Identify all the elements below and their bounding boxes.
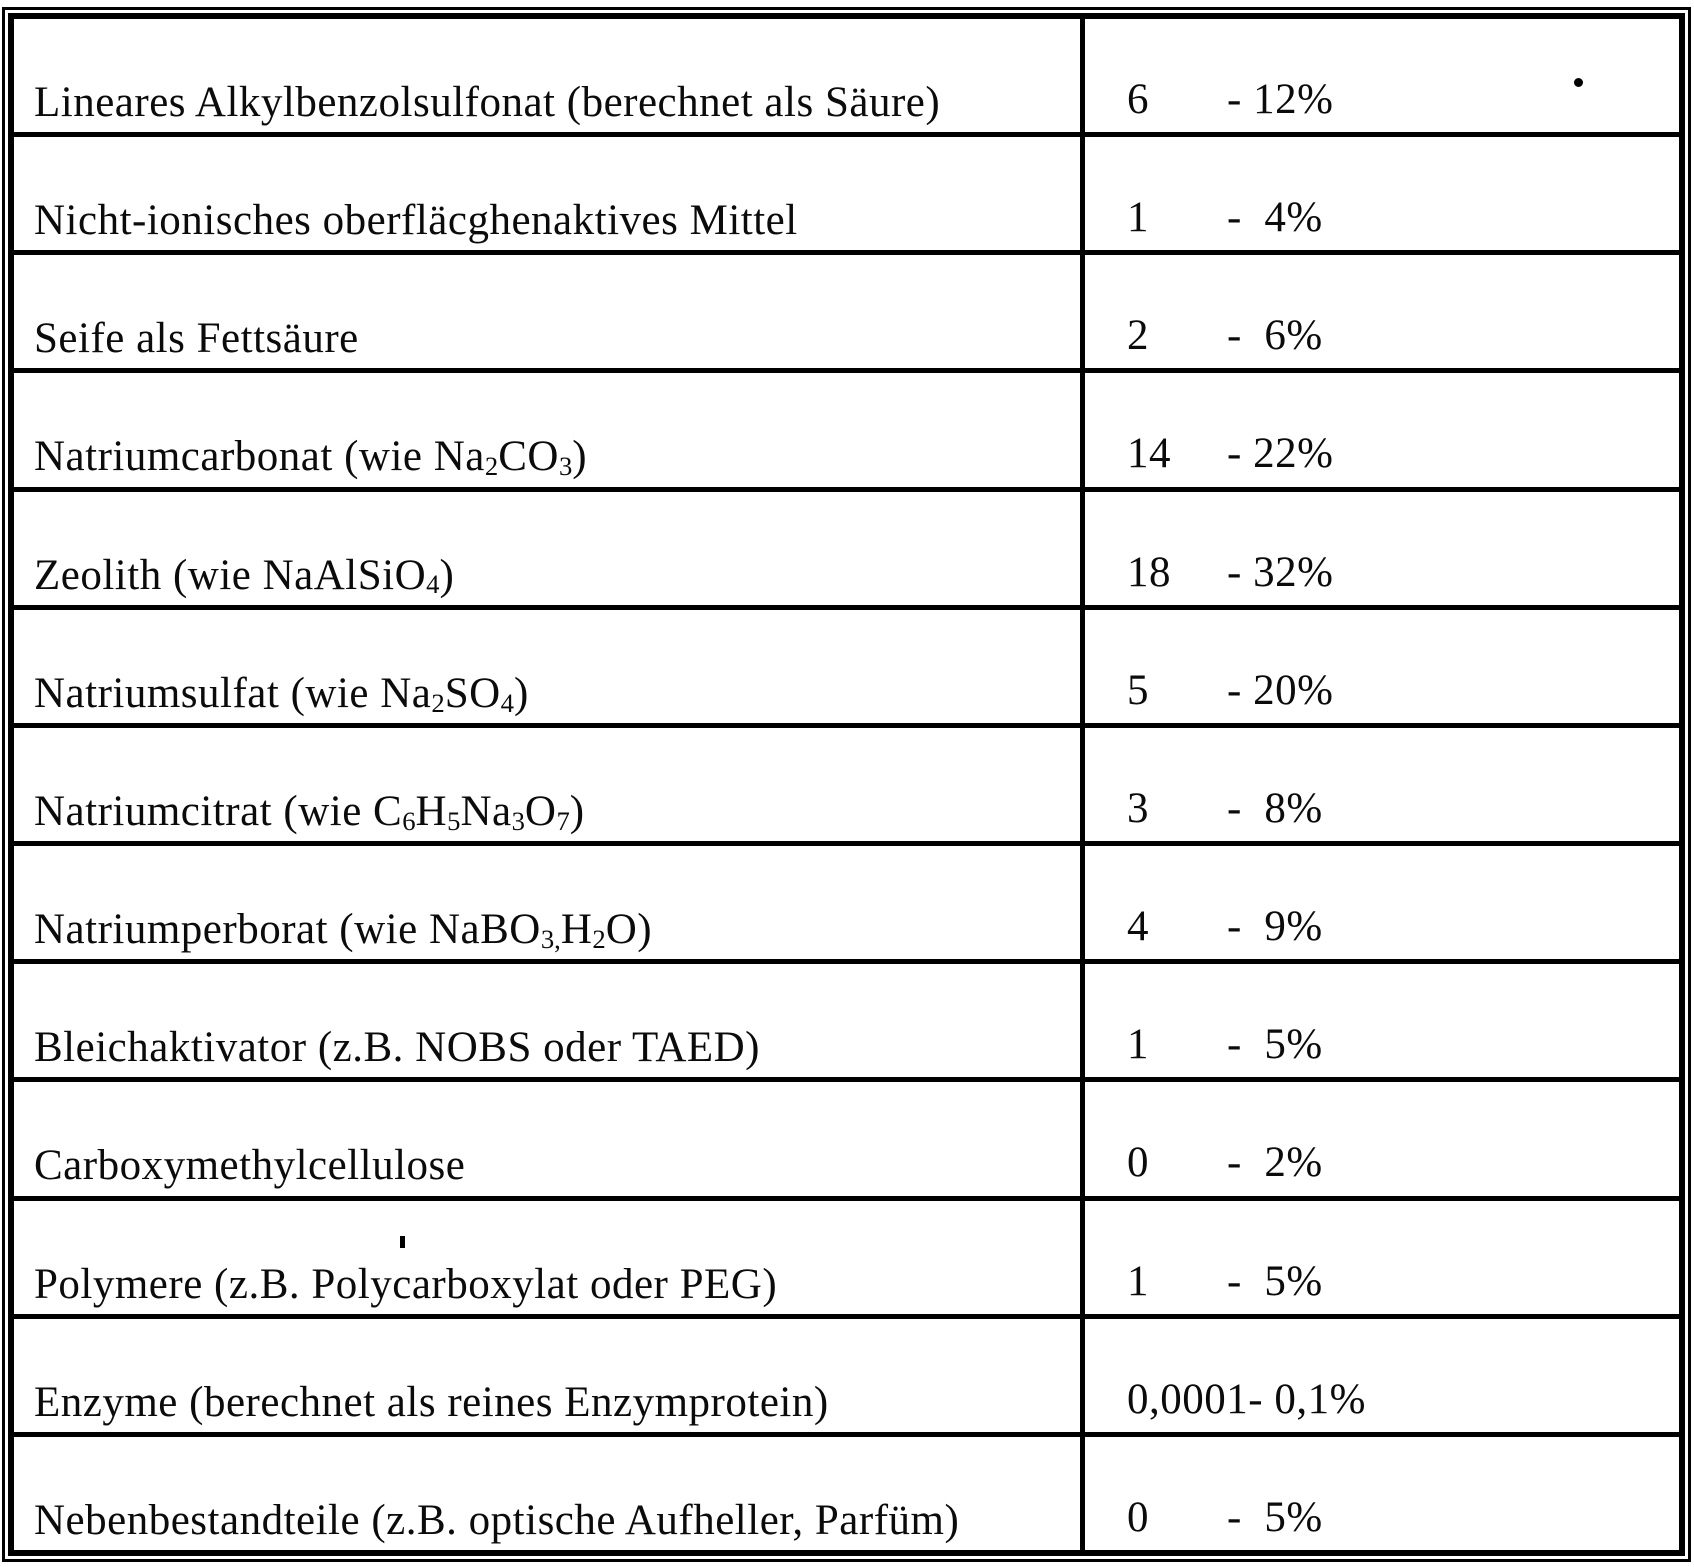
ingredient-label xyxy=(34,670,529,718)
ingredient-cell xyxy=(14,728,1085,841)
chemical-subscript: 4 xyxy=(426,569,440,600)
range-max-value: - 5% xyxy=(1227,1021,1323,1069)
range-cell xyxy=(1085,137,1679,250)
label-text: ) xyxy=(439,551,455,599)
label-text: H xyxy=(560,906,593,954)
ingredient-cell xyxy=(14,1437,1085,1550)
range-max-value: - 2% xyxy=(1227,1139,1323,1187)
label-text: H xyxy=(415,787,448,835)
range-min-value: 0 xyxy=(1127,1493,1149,1541)
table-row xyxy=(14,610,1679,728)
ingredient-cell xyxy=(14,964,1085,1077)
ingredient-label xyxy=(34,197,798,245)
ingredient-label xyxy=(34,788,585,836)
table-outer-border xyxy=(2,7,1691,1562)
ingredient-label xyxy=(34,906,652,954)
range-cell xyxy=(1085,1082,1679,1195)
label-text: Enzyme (berechnet als reines Enzymprotein) xyxy=(34,1378,829,1426)
chemical-subscript: 2 xyxy=(484,451,499,482)
range-cell xyxy=(1085,255,1679,368)
chemical-subscript: 2 xyxy=(431,687,445,718)
table-row xyxy=(14,255,1679,373)
table-row xyxy=(14,1437,1679,1550)
range-max-value: - 4% xyxy=(1227,194,1323,242)
ingredient-label xyxy=(34,1497,959,1545)
label-text: ) xyxy=(514,669,529,717)
label-text: Nebenbestandteile (z.B. optische Aufheller, Parfüm) xyxy=(34,1496,960,1544)
ingredient-cell xyxy=(14,846,1085,959)
range-max-value: - 22% xyxy=(1227,430,1334,478)
range-max-value: - 20% xyxy=(1227,666,1334,714)
table-row xyxy=(14,846,1679,964)
label-text: Lineares Alkylbenzolsulfonat (berechnet als Säure) xyxy=(34,79,941,126)
ingredient-cell xyxy=(14,137,1085,250)
chemical-subscript: 5 xyxy=(447,805,461,836)
chemical-subscript: 3 xyxy=(558,451,573,482)
chemical-subscript: 6 xyxy=(402,805,416,836)
table-row xyxy=(14,137,1679,255)
ingredient-label xyxy=(34,1379,829,1427)
range-min-value: 3 xyxy=(1127,784,1149,832)
table-row xyxy=(14,728,1679,846)
table-row xyxy=(14,19,1679,137)
chemical-subscript: 2 xyxy=(592,923,606,954)
ingredient-label xyxy=(34,552,454,600)
range-cell xyxy=(1085,19,1679,132)
range-cell xyxy=(1085,373,1679,486)
scan-artifact-dot xyxy=(1574,78,1583,87)
range-min-value: 2 xyxy=(1127,312,1149,360)
label-text: Seife als Fettsäure xyxy=(34,315,359,363)
range-min-value: 18 xyxy=(1127,548,1171,596)
range-cell xyxy=(1085,728,1679,841)
ingredient-cell xyxy=(14,255,1085,368)
range-cell xyxy=(1085,1201,1679,1314)
range-max-value: - 9% xyxy=(1227,903,1323,951)
ingredient-label xyxy=(34,1261,777,1309)
label-text: Natriumsulfat (wie Na xyxy=(34,669,432,717)
table-row xyxy=(14,964,1679,1082)
chemical-subscript: 4 xyxy=(500,687,514,718)
table-row xyxy=(14,1201,1679,1319)
label-text: Natriumcarbonat (wie Na xyxy=(34,433,485,481)
label-text: Carboxymethylcellulose xyxy=(34,1142,466,1190)
ingredient-cell xyxy=(14,373,1085,486)
range-min-value: 0 xyxy=(1127,1139,1149,1187)
table-row xyxy=(14,1082,1679,1200)
label-text: Natriumperborat (wie NaBO xyxy=(34,906,541,954)
ingredient-label xyxy=(34,1024,760,1072)
label-text: ) xyxy=(569,787,585,835)
range-min-value: 4 xyxy=(1127,903,1149,951)
range-cell xyxy=(1085,492,1679,605)
range-min-value: 14 xyxy=(1127,430,1171,478)
range-max-value: - 6% xyxy=(1227,312,1323,360)
scan-artifact-tick xyxy=(400,1236,405,1248)
ingredients-table xyxy=(8,13,1685,1556)
ingredient-label xyxy=(34,433,587,481)
range-min-value: 1 xyxy=(1127,1021,1149,1069)
label-text: CO xyxy=(498,433,559,481)
table-row xyxy=(14,1319,1679,1437)
label-text: Zeolith (wie NaAlSiO xyxy=(34,551,427,599)
range-cell xyxy=(1085,1319,1679,1432)
range-cell xyxy=(1085,964,1679,1077)
label-text: Natriumcitrat (wie C xyxy=(34,787,403,835)
ingredient-label xyxy=(34,315,359,363)
chemical-subscript: 3, xyxy=(540,923,561,954)
range-min-value: 1 xyxy=(1127,194,1149,242)
range-min-value: 1 xyxy=(1127,1257,1149,1305)
range-cell xyxy=(1085,846,1679,959)
range-max-value: - 32% xyxy=(1227,548,1334,596)
ingredient-cell xyxy=(14,19,1085,132)
range-max-value: - 8% xyxy=(1227,784,1323,832)
range-max-value: - 5% xyxy=(1227,1493,1323,1541)
label-text: O xyxy=(524,787,557,835)
label-text: Na xyxy=(460,787,512,835)
label-text: O) xyxy=(605,906,653,954)
range-max-value: - 0,1% xyxy=(1248,1375,1366,1423)
ingredient-label xyxy=(34,1142,465,1190)
ingredient-label xyxy=(34,79,940,127)
range-max-value: - 12% xyxy=(1227,76,1334,123)
range-min-value: 0,0001 xyxy=(1127,1375,1249,1423)
label-text: SO xyxy=(444,669,501,717)
range-max-value: - 5% xyxy=(1227,1257,1323,1305)
ingredient-cell xyxy=(14,492,1085,605)
range-cell xyxy=(1085,610,1679,723)
label-text: Bleichaktivator (z.B. NOBS oder TAED) xyxy=(34,1024,761,1072)
chemical-subscript: 7 xyxy=(556,805,570,836)
ingredient-cell xyxy=(14,1082,1085,1195)
ingredient-cell xyxy=(14,1201,1085,1314)
range-min-value: 5 xyxy=(1127,666,1149,714)
table-row xyxy=(14,373,1679,491)
ingredient-cell xyxy=(14,610,1085,723)
range-cell xyxy=(1085,1437,1679,1550)
ingredient-cell xyxy=(14,1319,1085,1432)
label-text: ) xyxy=(572,433,588,481)
label-text: Nicht-ionisches oberfläcghenaktives Mittel xyxy=(34,197,798,245)
table-rows xyxy=(14,19,1679,1550)
label-text: Polymere (z.B. Polycarboxylat oder PEG) xyxy=(34,1260,778,1308)
range-min-value: 6 xyxy=(1127,76,1149,123)
chemical-subscript: 3 xyxy=(511,805,525,836)
table-row xyxy=(14,492,1679,610)
